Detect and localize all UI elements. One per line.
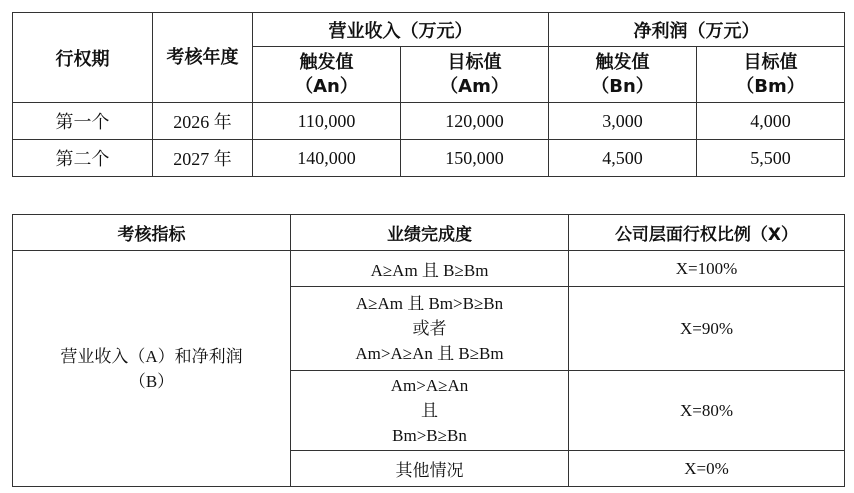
header-indicator: 考核指标: [13, 215, 291, 251]
cell-an: 140,000: [253, 140, 401, 177]
completion-line: 或者: [412, 319, 447, 338]
header-revenue-trigger: [253, 47, 401, 103]
completion-line: 且: [421, 401, 438, 420]
header-profit-group: 净利润（万元）: [549, 13, 845, 47]
cell-an: 110,000: [253, 103, 401, 140]
cell-bm: 5,500: [697, 140, 845, 177]
cell-bm: 4,000: [697, 103, 845, 140]
header-revenue-trigger-code: （An）: [295, 75, 358, 97]
header-year-text: 考核年度: [166, 46, 239, 68]
cell-completion: [291, 371, 569, 451]
exercise-ratio-table: [12, 214, 845, 487]
completion-line: Bm>B≥Bn: [392, 426, 467, 445]
header-year: [153, 13, 253, 103]
header-ratio: 公司层面行权比例（X）: [569, 215, 845, 251]
cell-ratio: X=90%: [569, 287, 845, 371]
header-profit-trigger-code: （Bn）: [591, 75, 654, 97]
completion-line: Am>A≥An 且 B≥Bm: [355, 344, 504, 363]
cell-ratio: X=0%: [569, 451, 845, 487]
table-row: [13, 140, 845, 177]
table-row: [13, 103, 845, 140]
header-profit-target-label: 目标值: [743, 51, 798, 73]
header-profit-trigger-label: 触发值: [595, 51, 650, 73]
header-revenue-target-code: （Am）: [440, 75, 509, 97]
cell-completion: 其他情况: [291, 451, 569, 487]
cell-indicator: [13, 251, 291, 487]
performance-targets-table: [12, 12, 845, 177]
header-revenue-target: [401, 47, 549, 103]
header-profit-target-code: （Bm）: [736, 75, 805, 97]
cell-period: 第一个: [13, 103, 153, 140]
cell-period: 第二个: [13, 140, 153, 177]
completion-line: A≥Am 且 Bm>B≥Bn: [355, 294, 504, 313]
header-revenue-trigger-label: 触发值: [299, 51, 354, 73]
completion-line: Am>A≥An: [390, 376, 469, 395]
cell-ratio: X=100%: [569, 251, 845, 287]
cell-bn: 3,000: [549, 103, 697, 140]
header-revenue-target-label: 目标值: [447, 51, 502, 73]
table-row: [13, 251, 845, 287]
cell-year: 2027 年: [153, 140, 253, 177]
cell-year: 2026 年: [153, 103, 253, 140]
indicator-line-2: （B）: [128, 371, 175, 391]
cell-completion: A≥Am 且 B≥Bm: [291, 251, 569, 287]
cell-ratio: X=80%: [569, 371, 845, 451]
cell-bn: 4,500: [549, 140, 697, 177]
indicator-line-1: 营业收入（A）和净利润: [60, 346, 243, 366]
header-period: 行权期: [13, 13, 153, 103]
header-completion: 业绩完成度: [291, 215, 569, 251]
cell-am: 120,000: [401, 103, 549, 140]
header-revenue-group: 营业收入（万元）: [253, 13, 549, 47]
header-profit-trigger: [549, 47, 697, 103]
cell-am: 150,000: [401, 140, 549, 177]
cell-completion: [291, 287, 569, 371]
header-profit-target: [697, 47, 845, 103]
